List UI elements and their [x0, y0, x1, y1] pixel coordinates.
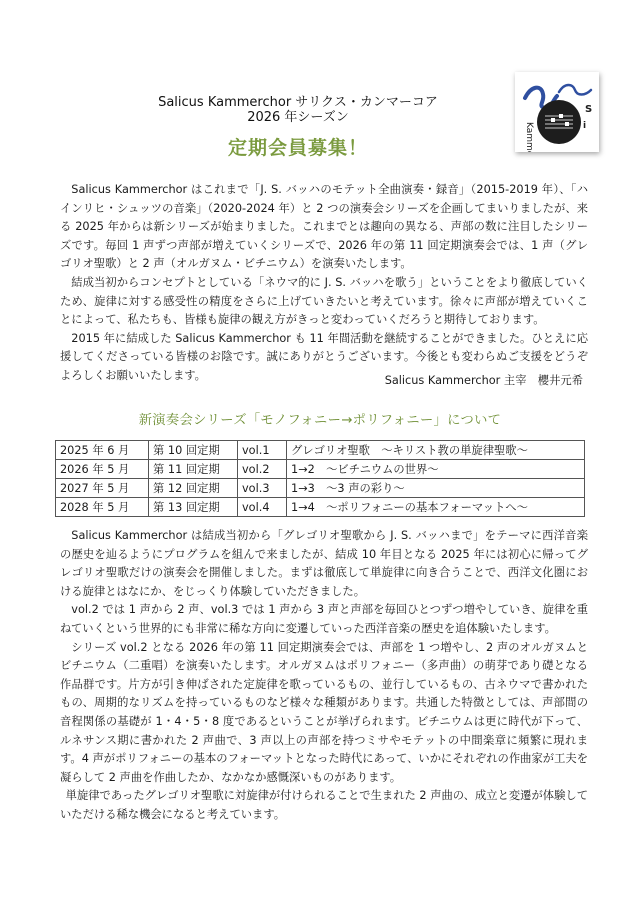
choir-logo	[515, 72, 599, 152]
table-row	[56, 479, 585, 498]
volume-cell: vol.1	[238, 441, 287, 460]
concert-number-cell: 第 12 回定期	[149, 479, 238, 498]
concert-number-cell: 第 11 回定期	[149, 460, 238, 479]
series-paragraph: 単旋律であったグレゴリオ聖歌に対旋律が付けられることで生まれた 2 声曲の、成立と変遷が体験していただける稀な機会になると考えています。	[60, 789, 588, 821]
volume-cell: vol.2	[238, 460, 287, 479]
series-paragraph: シリーズ vol.2 となる 2026 年の第 11 回定期演奏会では、声部を 1 つ増やし、2 声のオルガヌムとビチニウム（二重唱）を演奏いたします。オルガヌムはポリフォニー（多声曲）の萌芽であり礎となる作品群です。片方が引き伸ばされた定旋律を歌っているもの、並行しているもの、古ネウマで書かれたもの、周期的なリズムを持っているものなど様々な種類があります。共通した特徴としては、声部間の音程関係の基礎が 1・4・5・8 度であるということが挙げられます。ビチニウムは更に時代が下って、ルネサンス期に書かれた 2 声曲で、3 声以上の声部を持つミサやモテットの中間楽章に頻繁に現れます。4 声がポリフォニーの基本のフォーマットとなった時代にあって、いかにそれぞれの作曲家が工夫を凝らして 2 声曲を作曲したか、なかなか感慨深いものがあります。	[60, 640, 588, 784]
date-cell: 2028 年 5 月	[56, 498, 149, 517]
program-cell: 1→2 ～ビチニウムの世界～	[287, 460, 585, 479]
intro-paragraph: Salicus Kammerchor はこれまで「J. S. バッハのモテット全曲演奏・録音」（2015-2019 年）、「ハインリヒ・シュッツの音楽」（2020-2024 年）と 2 つの演奏会シリーズを企画してまいりましたが、来る 2025 年からは新シリーズが始まりました。これまでとは趣向の異なる、声部の数に注目したシリーズです。毎回 1 声ずつ声部が増えていくシリーズで、2026 年の第 11 回定期演奏会では、1 声（グレゴリオ聖歌）と 2 声（オルガヌム・ビチニウム）を演奏いたします。	[60, 183, 588, 271]
concert-number-cell: 第 10 回定期	[149, 441, 238, 460]
intro-paragraph: 2015 年に結成した Salicus Kammerchor も 11 年間活動を継続することができました。ひとえに応援してくださっている皆様のお陰です。誠にありがとうございます。今後とも変わらぬご支援をどうぞよろしくお願いいたします。	[60, 331, 588, 382]
header-season: 2026 年シーズン	[247, 110, 349, 125]
svg-text:i: i	[583, 121, 587, 131]
volume-cell: vol.3	[238, 479, 287, 498]
program-cell: 1→4 ～ポリフォニーの基本フォーマットへ～	[287, 498, 585, 517]
date-cell: 2026 年 5 月	[56, 460, 149, 479]
signature: Salicus Kammerchor 主宰 櫻井元希	[384, 374, 583, 387]
header-choir-name: Salicus Kammerchor サリクス・カンマーコア	[158, 95, 438, 110]
section-title: 新演奏会シリーズ「モノフォニー→ポリフォニー」について	[138, 413, 502, 428]
svg-text:S: S	[585, 104, 593, 115]
intro-text	[60, 181, 588, 386]
table-row	[56, 460, 585, 479]
program-cell: 1→3 ～3 声の彩り～	[287, 479, 585, 498]
date-cell: 2027 年 5 月	[56, 479, 149, 498]
svg-text:Kammer: Kammer	[524, 122, 534, 152]
program-cell: グレゴリオ聖歌 ～キリスト教の単旋律聖歌～	[287, 441, 585, 460]
table-row	[56, 498, 585, 517]
table-row	[56, 441, 585, 460]
salicus-logo-icon	[515, 72, 599, 152]
series-paragraph: vol.2 では 1 声から 2 声、vol.3 では 1 声から 3 声と声部を毎回ひとつずつ増やしていき、旋律を重ねていくという世界的にも非常に稀な方向に変遷していった西洋音楽の歴史を追体験いたします。	[60, 603, 588, 635]
page-title: 定期会員募集！	[227, 137, 368, 159]
concert-number-cell: 第 13 回定期	[149, 498, 238, 517]
intro-paragraph: 結成当初からコンセプトとしている「ネウマ的に J. S. バッハを歌う」ということをより徹底していくため、旋律に対する感受性の精度をさらに上げていきたいと考えています。徐々に声部が増えていくことによって、私たちも、皆様も旋律の観え方がきっと変わっていくだろうと期待しております。	[60, 275, 588, 327]
volume-cell: vol.4	[238, 498, 287, 517]
series-text	[60, 527, 588, 825]
series-paragraph: Salicus Kammerchor は結成当初から「グレゴリオ聖歌から J. S. バッハまで」をテーマに西洋音楽の歴史を辿るようにプログラムを組んで来ましたが、結成 10 年目となる 2025 年には初心に帰ってグレゴリオ聖歌だけの演奏会を開催しました。まずは徹底して単旋律に向き合うことで、西洋文化圏における旋律とはなにか、をじっくり体験していただきました。	[60, 529, 588, 598]
date-cell: 2025 年 6 月	[56, 441, 149, 460]
concert-schedule-table	[55, 440, 585, 517]
